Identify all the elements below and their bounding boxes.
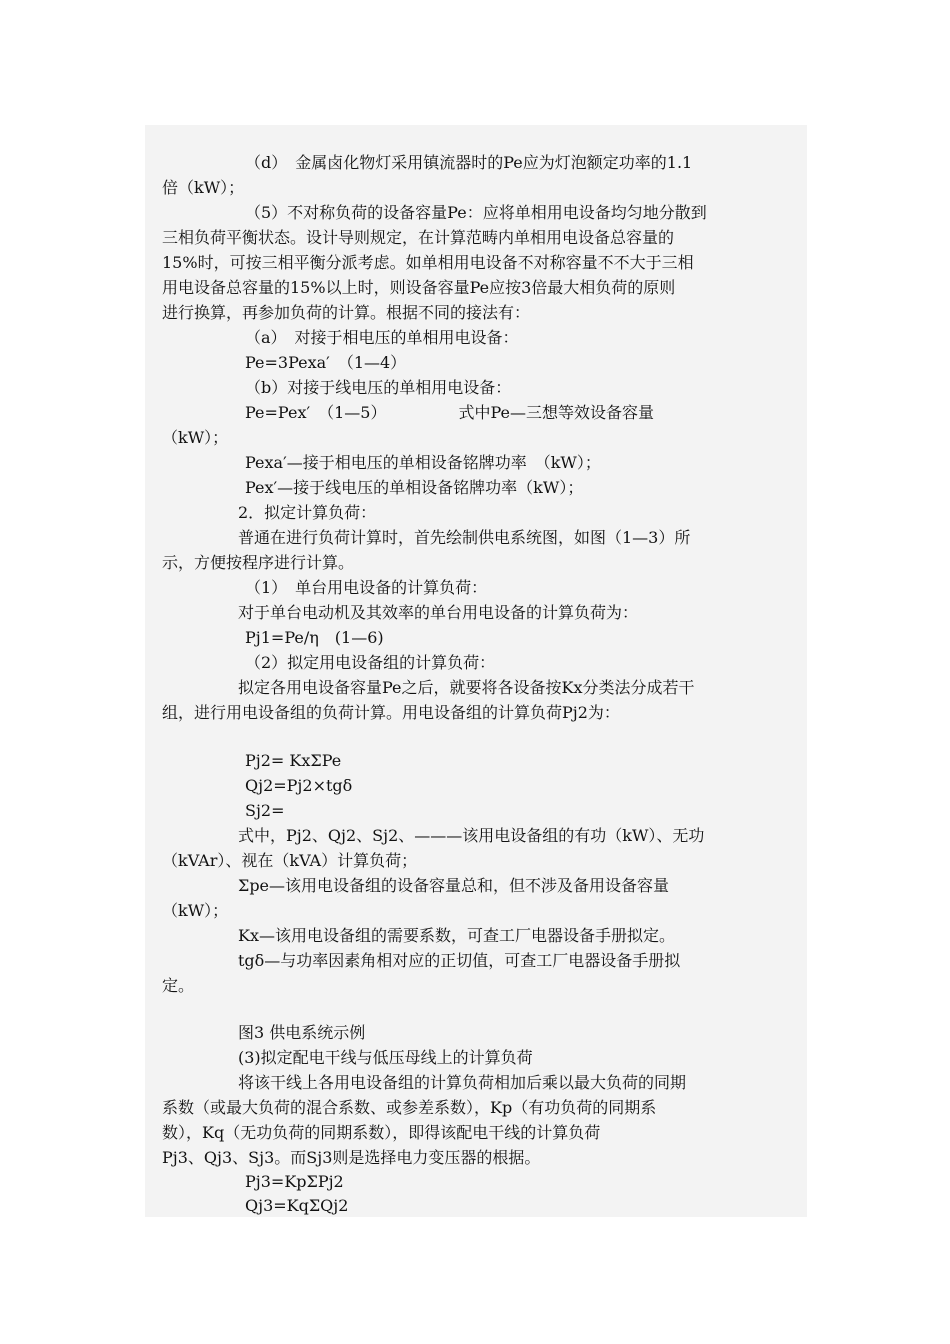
formula-line: Pe=Pex′ （1—5） 式中Pe—三想等效设备容量 bbox=[245, 403, 654, 422]
text-line: （5）不对称负荷的设备容量Pe：应将单相用电设备均匀地分散到 bbox=[245, 203, 707, 222]
text-line: 进行换算，再参加负荷的计算。根据不同的接法有： bbox=[162, 303, 531, 322]
formula-line: Qj3=KqΣQj2 bbox=[245, 1196, 349, 1215]
text-line: 示，方便按程序进行计算。 bbox=[162, 553, 355, 572]
text-line: 15%时，可按三相平衡分派考虑。如单相用电设备不对称容量不不大于三相 bbox=[162, 253, 694, 272]
text-line: （b）对接于线电压的单相用电设备： bbox=[245, 378, 512, 397]
formula-line: Pj1=Pe/η (1—6) bbox=[245, 628, 384, 647]
text-line: 用电设备总容量的15%以上时，则设备容量Pe应按3倍最大相负荷的原则 bbox=[162, 278, 676, 297]
text-line: （kW）； bbox=[162, 901, 229, 920]
text-line: 倍（kW）； bbox=[162, 178, 245, 197]
formula-line: Sj2= bbox=[245, 801, 285, 820]
formula-line: Pe=3Pexa′ （1—4） bbox=[245, 353, 407, 372]
text-line: （d） 金属卤化物灯采用镇流器时的Pe应为灯泡额定功率的1.1 bbox=[245, 153, 693, 172]
text-line: 式中，Pj2、Qj2、Sj2、———该用电设备组的有功（kW）、无功 bbox=[238, 826, 705, 845]
text-line: 拟定各用电设备容量Pe之后，就要将各设备按Kx分类法分成若干 bbox=[238, 678, 695, 697]
text-line: （kVAr）、视在（kVA）计算负荷； bbox=[162, 851, 418, 870]
text-line: （a） 对接于相电压的单相用电设备： bbox=[245, 328, 519, 347]
text-line: Σpe—该用电设备组的设备容量总和，但不涉及备用设备容量 bbox=[238, 876, 670, 895]
text-line: 定。 bbox=[162, 976, 195, 995]
text-line: （kW）； bbox=[162, 428, 229, 447]
text-line: （2）拟定用电设备组的计算负荷： bbox=[245, 653, 496, 672]
section-heading: 2．拟定计算负荷： bbox=[238, 503, 377, 522]
text-line: Pex′—接于线电压的单相设备铭牌功率（kW）； bbox=[245, 478, 584, 497]
formula-line: Pj2= KxΣPe bbox=[245, 751, 342, 770]
text-line: 三相负荷平衡状态。设计导则规定，在计算范畴内单相用电设备总容量的 bbox=[162, 228, 675, 247]
document-body bbox=[145, 125, 807, 1217]
text-line: 普通在进行负荷计算时，首先绘制供电系统图，如图（1—3）所 bbox=[238, 528, 691, 547]
text-line: Kx—该用电设备组的需要系数，可查工厂电器设备手册拟定。 bbox=[238, 926, 675, 945]
text-line: 系数（或最大负荷的混合系数、或参差系数），Kp（有功负荷的同期系 bbox=[162, 1098, 657, 1117]
text-line: 数），Kq（无功负荷的同期系数），即得该配电干线的计算负荷 bbox=[162, 1123, 601, 1142]
text-line: 对于单台电动机及其效率的单台用电设备的计算负荷为： bbox=[238, 603, 639, 622]
formula-line: Pj3=KpΣPj2 bbox=[245, 1172, 344, 1191]
figure-caption: 图3 供电系统示例 bbox=[238, 1023, 366, 1042]
text-line: Pexa′—接于相电压的单相设备铭牌功率 （kW）； bbox=[245, 453, 601, 472]
text-line: 将该干线上各用电设备组的计算负荷相加后乘以最大负荷的同期 bbox=[238, 1073, 687, 1092]
section-heading: (3)拟定配电干线与低压母线上的计算负荷 bbox=[238, 1048, 533, 1067]
text-line: （1） 单台用电设备的计算负荷： bbox=[245, 578, 488, 597]
text-line: tgδ—与功率因素角相对应的正切值，可查工厂电器设备手册拟 bbox=[238, 951, 681, 970]
text-line: 组，进行用电设备组的负荷计算。用电设备组的计算负荷Pj2为： bbox=[162, 703, 620, 722]
formula-line: Qj2=Pj2×tgδ bbox=[245, 776, 353, 795]
text-line: Pj3、Qj3、Sj3。而Sj3则是选择电力变压器的根据。 bbox=[162, 1148, 541, 1167]
